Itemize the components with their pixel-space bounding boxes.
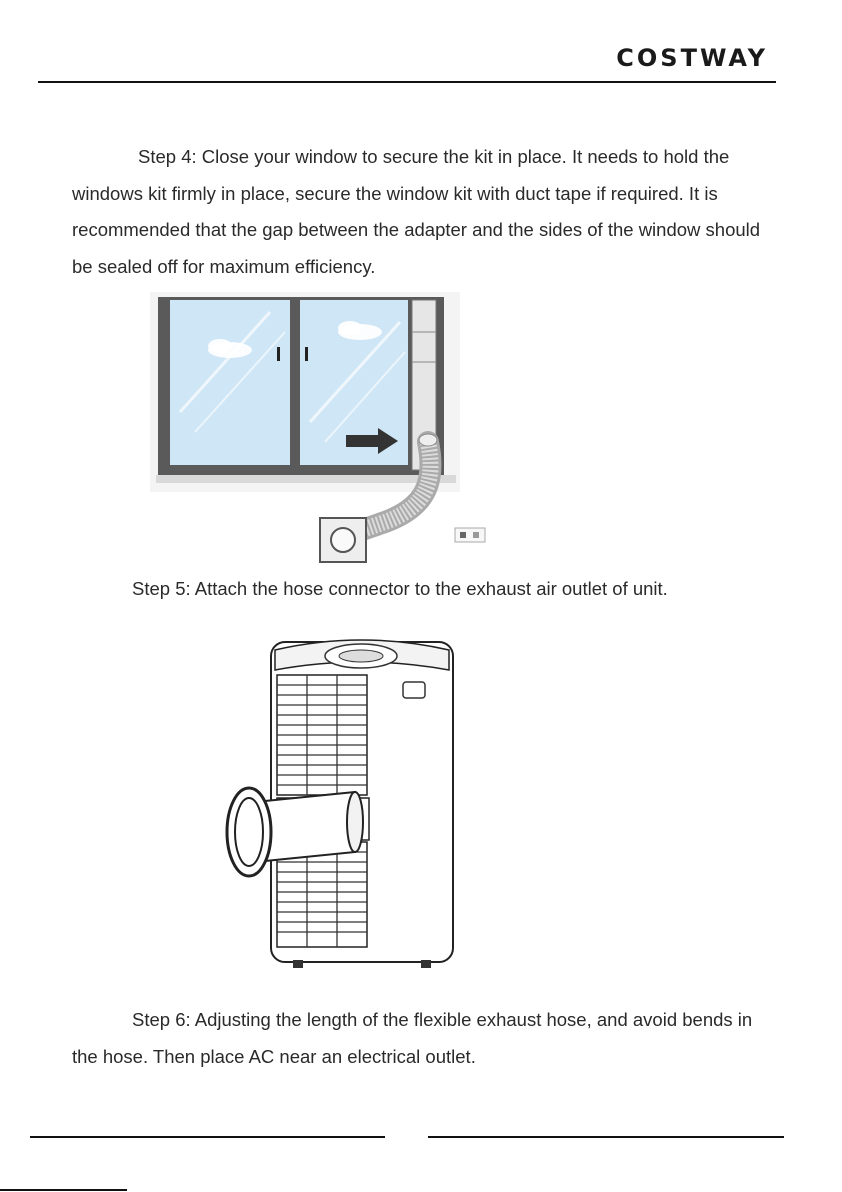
window-kit-illustration [150, 292, 510, 567]
step-6-text: Step 6: Adjusting the length of the flexible exhaust hose, and avoid bends in the hose. Then place AC near an electrical outlet. [72, 1009, 753, 1067]
step-4-text: Step 4: Close your window to secure the kit in place. It needs to hold the windows kit firmly in place, secure the window kit with duct tape if required. It is recommended that the gap between the adapter and the sides of the window should be sealed off for maximum efficiency. [72, 146, 761, 277]
step-5-text: Step 5: Attach the hose connector to the exhaust air outlet of unit. [132, 578, 668, 599]
footer-rule-right [428, 1136, 784, 1138]
footer-rule-left [30, 1136, 385, 1138]
brand-logo: COSTWAY [616, 44, 768, 72]
header-rule [38, 81, 776, 83]
corner-rule [0, 1189, 127, 1191]
portable-ac-illustration [215, 630, 465, 975]
